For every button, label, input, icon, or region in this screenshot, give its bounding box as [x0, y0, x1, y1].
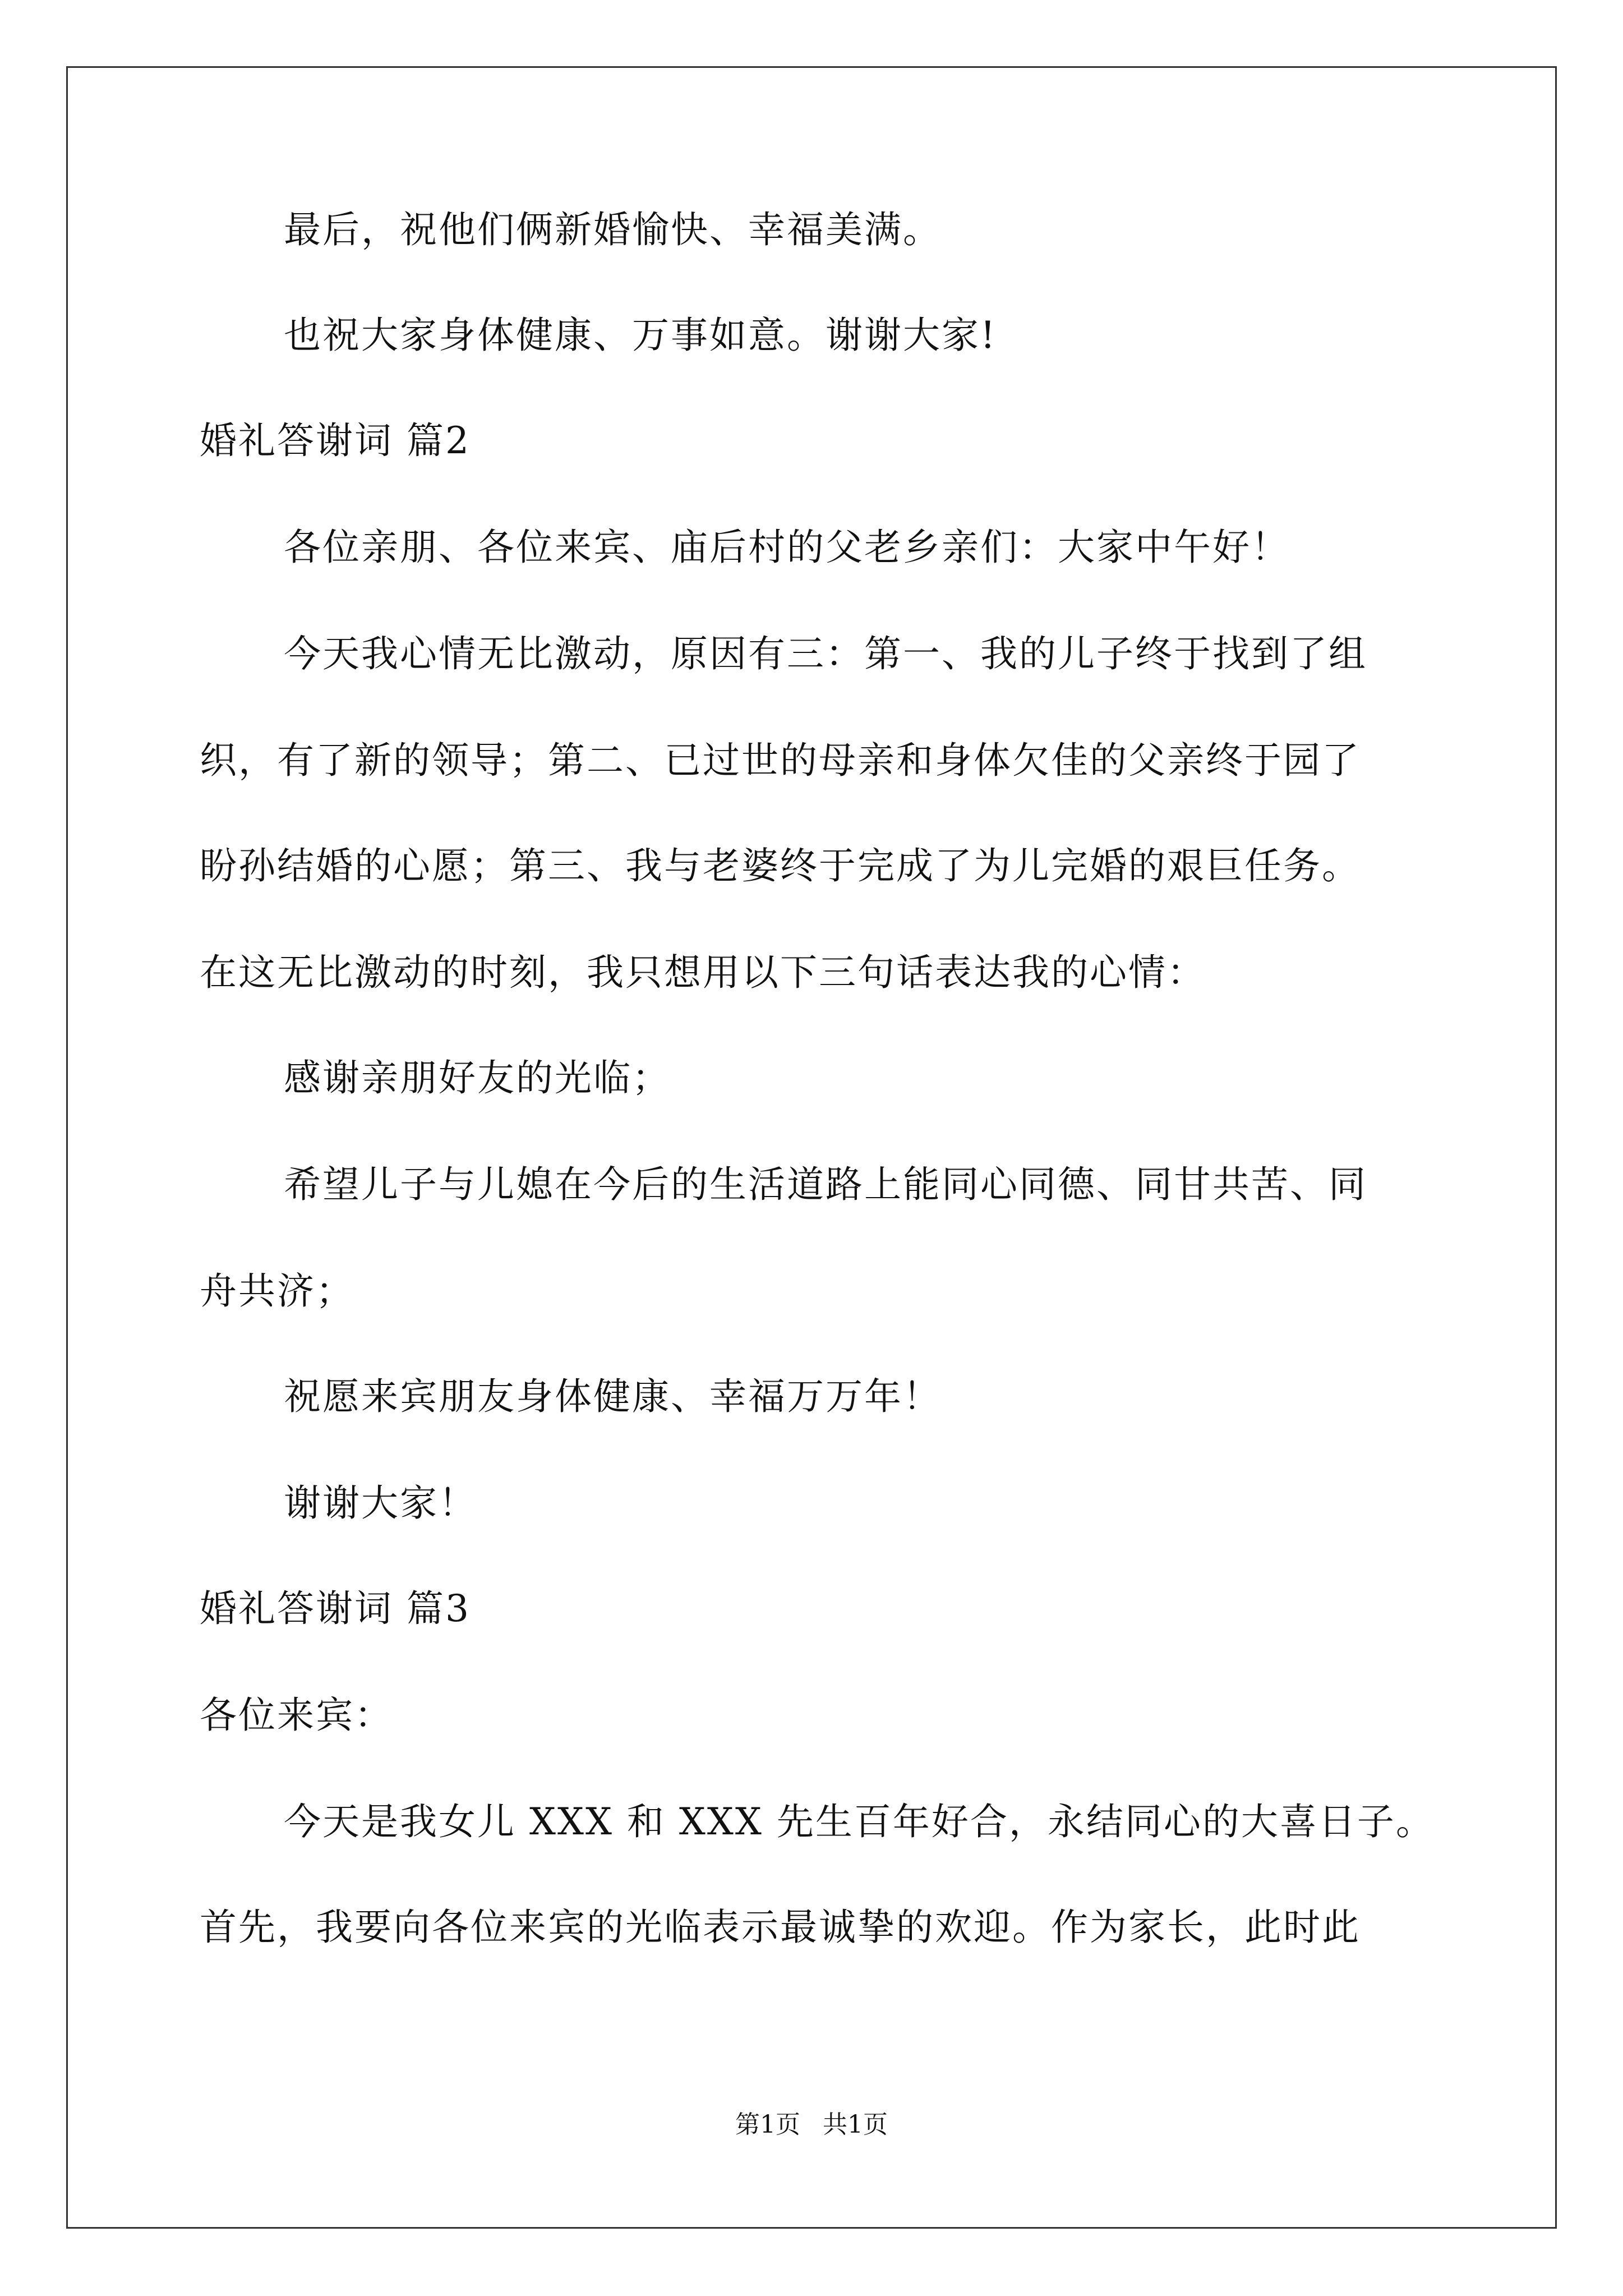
- paragraph-greeting: 各位亲朋、各位来宾、庙后村的父老乡亲们：大家中午好！: [284, 526, 1290, 569]
- paragraph-hope-line-1: 希望儿子与儿媳在今后的生活道路上能同心同德、同甘共苦、同: [284, 1163, 1367, 1206]
- paragraph-thanks-everyone: 也祝大家身体健康、万事如意。谢谢大家!: [284, 314, 997, 357]
- paragraph-excited-line-2: 织，有了新的领导；第二、已过世的母亲和身体欠佳的父亲终于园了: [200, 739, 1361, 782]
- paragraph-excited-line-4: 在这无比激动的时刻，我只想用以下三句话表达我的心情：: [200, 951, 1206, 994]
- page-number-total: 共1页: [823, 2110, 888, 2139]
- paragraph-wedding-day-line-2: 首先，我要向各位来宾的光临表示最诚挚的欢迎。作为家长，此时此: [200, 1906, 1361, 1949]
- paragraph-excited-line-1: 今天我心情无比激动，原因有三：第一、我的儿子终于找到了组: [284, 632, 1367, 675]
- page-number-current: 第1页: [735, 2110, 800, 2139]
- paragraph-blessing: 祝愿来宾朋友身体健康、幸福万万年！: [284, 1375, 942, 1418]
- paragraph-hope-line-2: 舟共济；: [200, 1269, 354, 1313]
- page-footer: [0, 2109, 1623, 2141]
- paragraph-closing-wish: 最后，祝他们俩新婚愉快、幸福美满。: [284, 208, 942, 251]
- paragraph-excited-line-3: 盼孙结婚的心愿；第三、我与老婆终于完成了为儿完婚的艰巨任务。: [200, 844, 1361, 887]
- paragraph-salutation: 各位来宾：: [200, 1694, 393, 1737]
- paragraph-thank-guests: 感谢亲朋好友的光临；: [284, 1056, 671, 1099]
- page-border: [66, 66, 1557, 2229]
- section-heading-2: 婚礼答谢词 篇2: [200, 419, 471, 462]
- paragraph-wedding-day-line-1: 今天是我女儿 XXX 和 XXX 先生百年好合，永结同心的大喜日子。: [284, 1800, 1435, 1843]
- paragraph-thank-you: 谢谢大家！: [284, 1481, 477, 1525]
- section-heading-3: 婚礼答谢词 篇3: [200, 1587, 471, 1630]
